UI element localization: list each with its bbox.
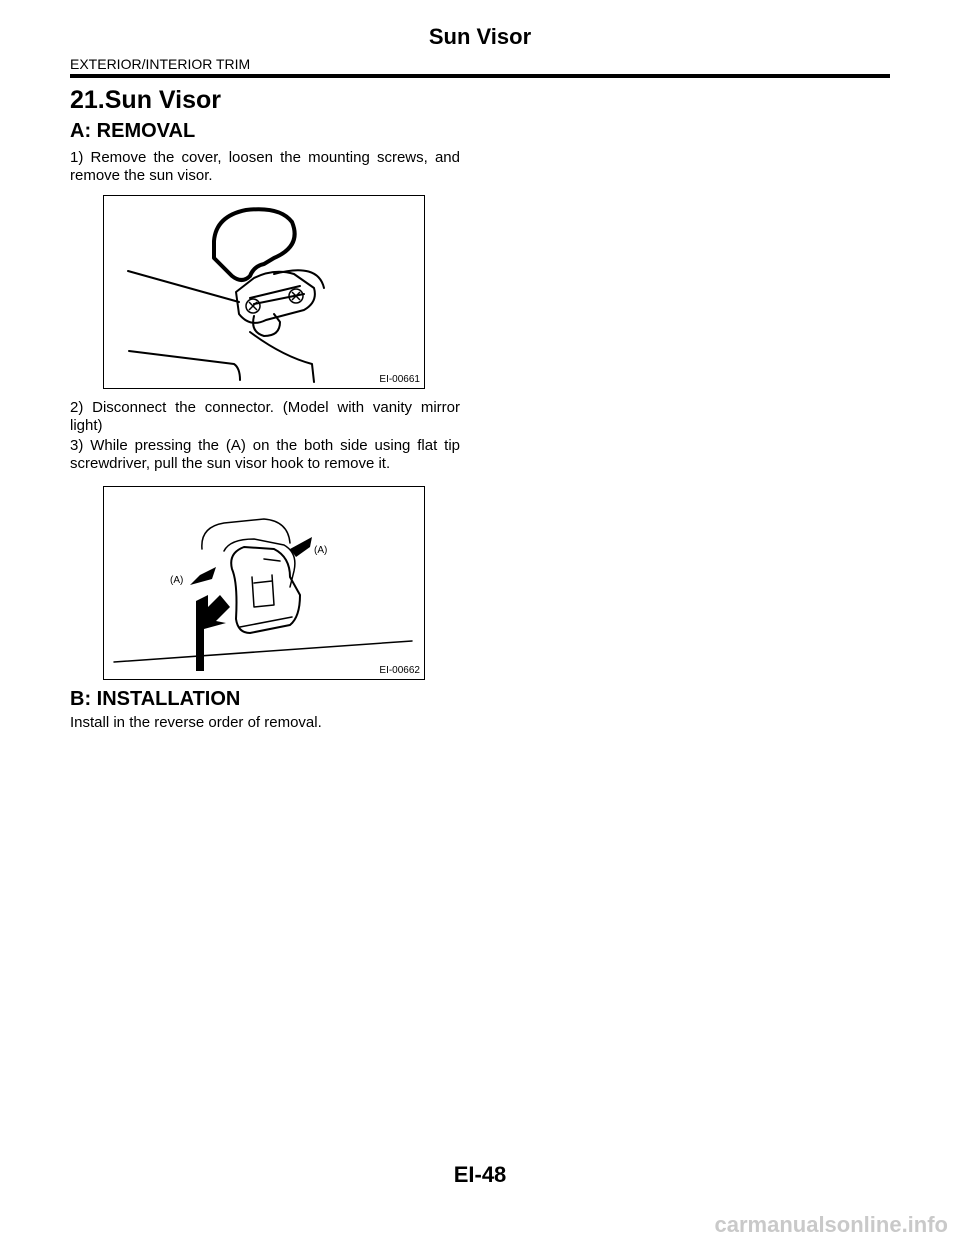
header-rule (70, 74, 890, 78)
removal-step-2: 2) Disconnect the connector. (Model with vanity mirror light) (70, 399, 460, 434)
watermark: carmanualsonline.info (714, 1212, 948, 1237)
figure-sun-visor-hook (103, 486, 425, 680)
installation-text: Install in the reverse order of removal. (70, 714, 322, 731)
sun-visor-mount-illustration (104, 196, 426, 390)
callout-a-left: (A) (170, 575, 184, 586)
page-header-title: Sun Visor (428, 24, 532, 49)
page-header-section: EXTERIOR/INTERIOR TRIM (70, 56, 251, 72)
removal-step-1: 1) Remove the cover, loosen the mounting screws, and remove the sun visor. (70, 149, 460, 184)
sun-visor-hook-illustration (104, 487, 426, 681)
removal-step-3: 3) While pressing the (A) on the both side using flat tip screwdriver, pull the sun visor hook to remove it. (70, 437, 460, 472)
figure-code: EI-00661 (379, 374, 420, 385)
figure-sun-visor-removal (103, 195, 425, 389)
removal-heading: A: REMOVAL (70, 120, 196, 142)
section-heading: 21.Sun Visor (70, 86, 221, 114)
callout-a-right: (A) (314, 545, 328, 556)
page-number: EI-48 (453, 1162, 507, 1187)
installation-heading: B: INSTALLATION (70, 688, 241, 710)
figure-code: EI-00662 (379, 665, 420, 676)
